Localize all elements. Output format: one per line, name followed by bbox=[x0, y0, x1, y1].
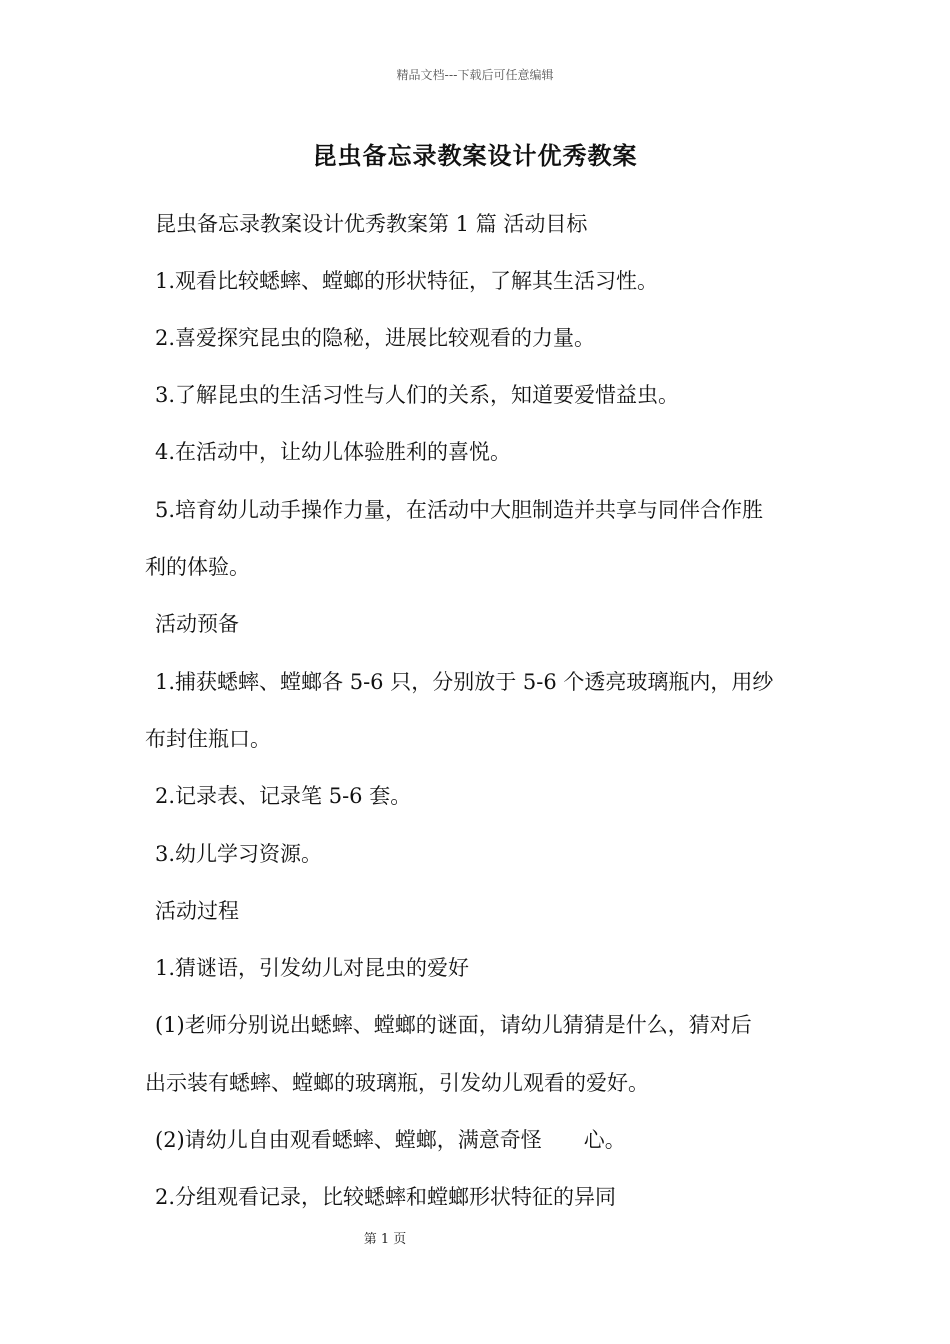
document-title: 昆虫备忘录教案设计优秀教案 bbox=[312, 141, 638, 170]
text-line: 2.分组观看记录，比较蟋蟀和螳螂形状特征的异同 bbox=[155, 1185, 617, 1209]
text-line: 2.喜爱探究昆虫的隐秘，进展比较观看的力量。 bbox=[155, 326, 596, 350]
page-number: 第 1 页 bbox=[363, 1232, 407, 1247]
text-line: 1.猜谜语，引发幼儿对昆虫的爱好 bbox=[155, 956, 470, 980]
text-line: 3.了解昆虫的生活习性与人们的关系，知道要爱惜益虫。 bbox=[155, 383, 680, 407]
section-heading: 活动预备 bbox=[155, 612, 239, 636]
text-line: 出示装有蟋蟀、螳螂的玻璃瓶，引发幼儿观看的爱好。 bbox=[145, 1071, 649, 1095]
text-line: 布封住瓶口。 bbox=[145, 727, 271, 751]
section-heading: 活动过程 bbox=[155, 899, 239, 923]
text-line: 1.捕获蟋蟀、螳螂各 5-6 只，分别放于 5-6 个透亮玻璃瓶内，用纱 bbox=[155, 670, 774, 694]
text-line: 4.在活动中，让幼儿体验胜利的喜悦。 bbox=[155, 440, 512, 464]
text-line: 1.观看比较蟋蟀、螳螂的形状特征，了解其生活习性。 bbox=[155, 269, 659, 293]
text-line: 3.幼儿学习资源。 bbox=[155, 842, 323, 866]
page-header: 精品文档---下载后可任意编辑 bbox=[396, 68, 554, 82]
text-line: 2.记录表、记录笔 5-6 套。 bbox=[155, 784, 412, 808]
text-line: (2)请幼儿自由观看蟋蟀、螳螂，满意奇怪 心。 bbox=[155, 1128, 626, 1152]
text-line: 利的体验。 bbox=[145, 555, 250, 579]
text-line: 5.培育幼儿动手操作力量，在活动中大胆制造并共享与同伴合作胜 bbox=[155, 498, 764, 522]
text-line: (1)老师分别说出蟋蟀、螳螂的谜面，请幼儿猜猜是什么，猜对后 bbox=[155, 1013, 752, 1037]
text-line: 昆虫备忘录教案设计优秀教案第 1 篇 活动目标 bbox=[155, 212, 588, 236]
